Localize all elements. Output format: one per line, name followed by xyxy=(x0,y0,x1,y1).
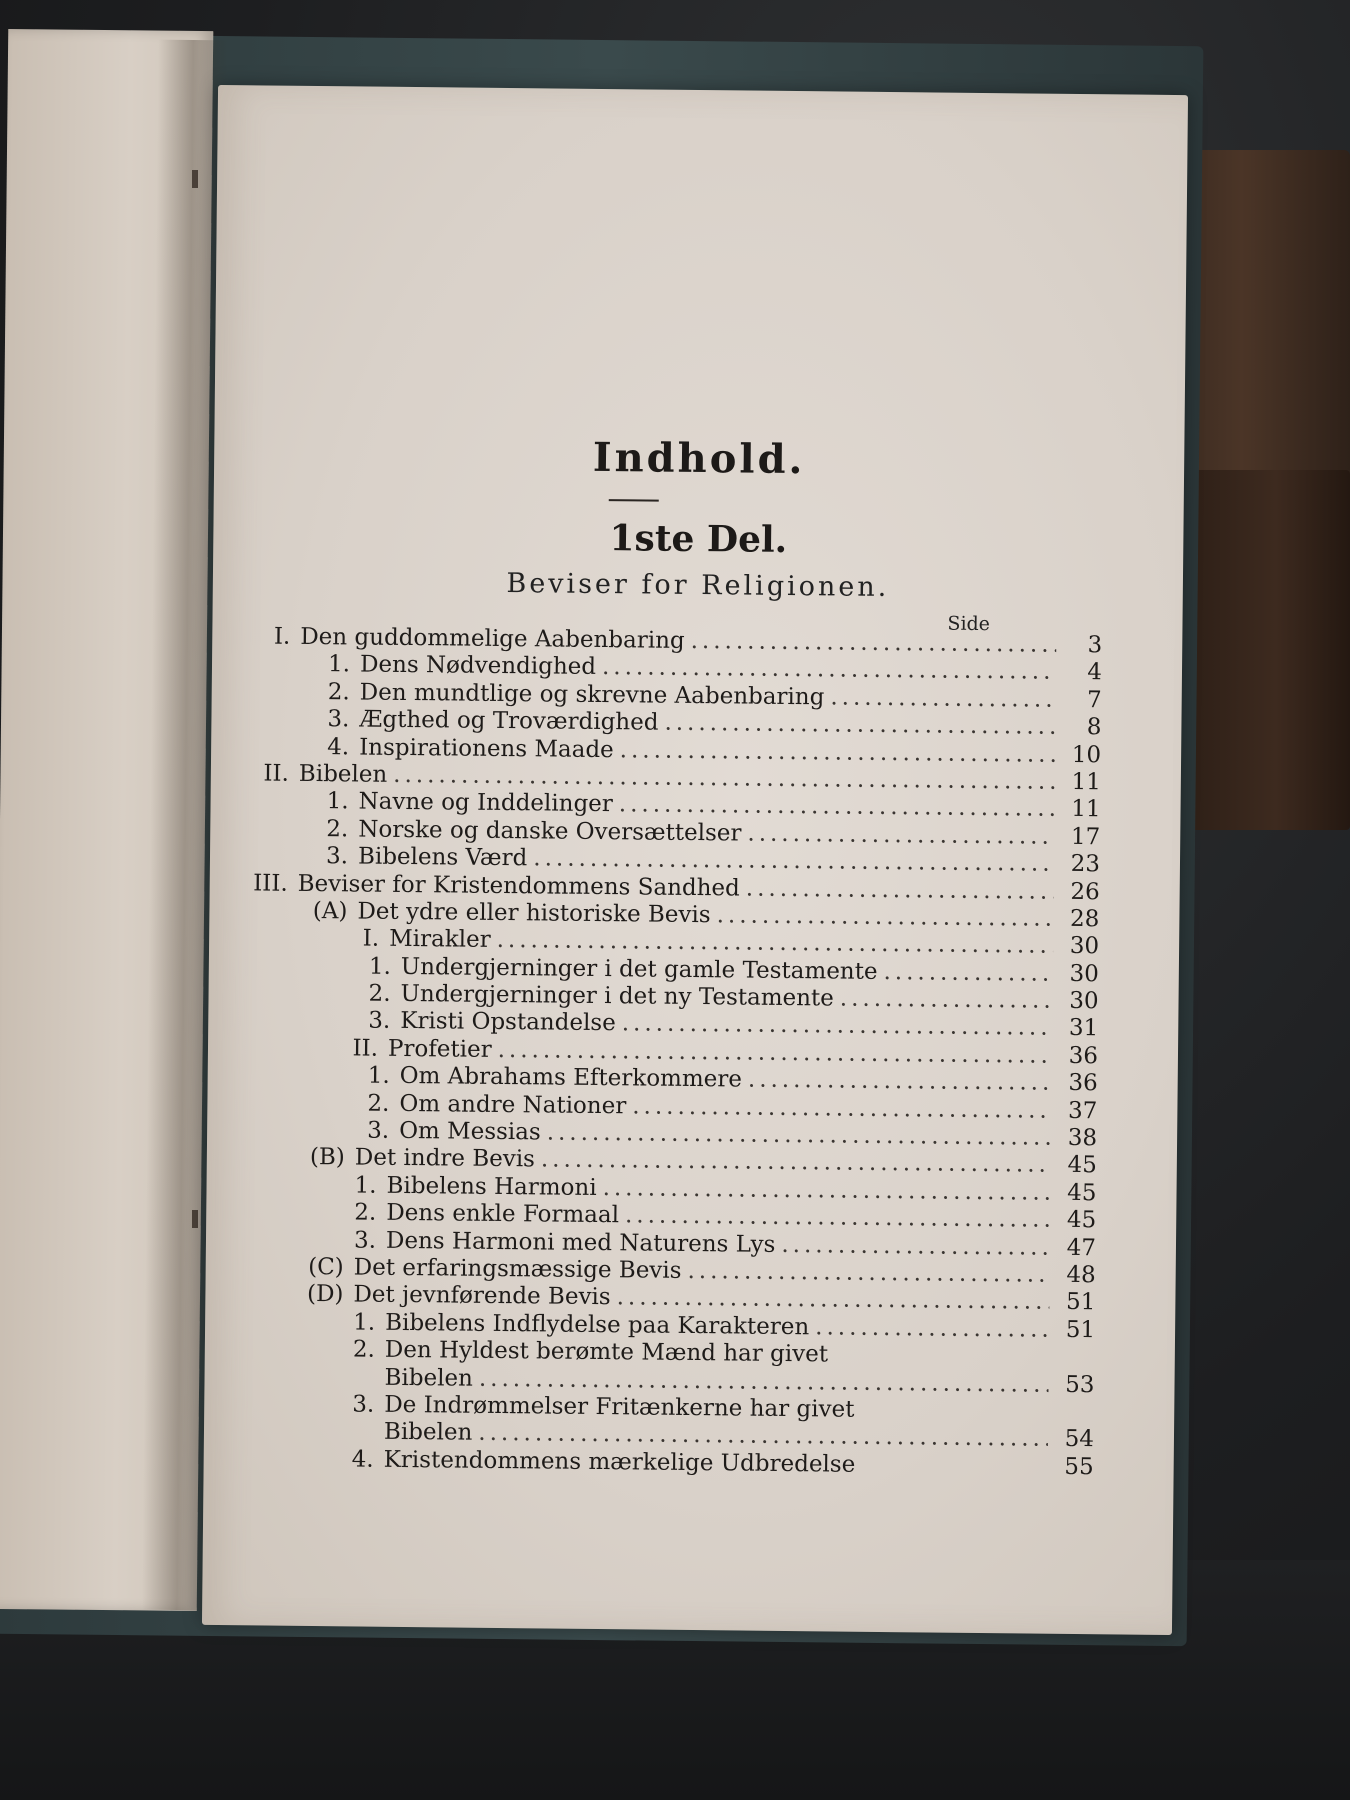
dot-leader xyxy=(717,902,1054,933)
toc-entry-page: 45 xyxy=(1067,1179,1097,1207)
title-rule xyxy=(609,499,659,502)
toc-entry-title: De Indrømmelser Fritænkerne har givet xyxy=(384,1391,855,1423)
toc-entry-title: Mirakler xyxy=(389,926,491,954)
toc-entry-title: Kristi Opstandelse xyxy=(400,1008,616,1037)
toc-entry-number: (C) xyxy=(308,1253,344,1281)
toc-entry-page: 51 xyxy=(1065,1289,1096,1316)
toc-entry-title: Dens Harmoni med Naturens Lys xyxy=(385,1227,776,1258)
toc-entry-number: 1. xyxy=(368,953,392,980)
toc-entry-title: Beviser for Kristendommens Sandhed xyxy=(297,870,740,901)
dot-leader xyxy=(746,875,1054,906)
toc-entry-page: 45 xyxy=(1066,1207,1097,1234)
toc-entry-page: 36 xyxy=(1068,1070,1098,1097)
toc-entry-title: Profetier xyxy=(387,1035,492,1063)
toc-entry-title: Kristendommens mærkelige Udbredelse xyxy=(383,1446,856,1478)
toc-entry-title: Det indre Bevis xyxy=(354,1144,536,1173)
toc-entry-number: II. xyxy=(263,760,290,787)
bleed-through-text xyxy=(774,221,1096,454)
toc-entry-page: 26 xyxy=(1070,878,1100,905)
toc-entry-number: 3. xyxy=(352,1391,375,1418)
toc-entry-page: 36 xyxy=(1068,1042,1099,1070)
contents-page xyxy=(202,85,1188,1635)
toc-entry-title: Norske og danske Oversættelser xyxy=(358,816,742,847)
toc-entry-page: 53 xyxy=(1065,1371,1095,1398)
toc-entry-title: Om Abrahams Efterkommere xyxy=(399,1063,743,1093)
toc-entry-number: 2. xyxy=(327,678,350,706)
toc-entry-title: Bibelens Indflydelse paa Karakteren xyxy=(385,1309,810,1340)
toc-entry-page: 31 xyxy=(1068,1015,1099,1042)
dot-leader xyxy=(664,710,1055,741)
dot-leader xyxy=(781,1232,1050,1262)
toc-entry-page: 30 xyxy=(1069,933,1100,960)
toc-entry-title: Bibelen xyxy=(384,1364,474,1392)
toc-entry-number: 3. xyxy=(368,1008,391,1035)
toc-entry-number: 3. xyxy=(353,1227,377,1254)
part-subtitle: Beviser for Religionen. xyxy=(506,568,890,604)
toc-entry-page: 48 xyxy=(1066,1261,1096,1289)
toc-entry-page: 7 xyxy=(1086,686,1102,714)
toc-entry-page: 23 xyxy=(1070,851,1101,878)
dot-leader xyxy=(830,684,1056,714)
toc-entry-title: Bibelens Værd xyxy=(357,843,528,872)
toc-entry-page: 55 xyxy=(1064,1453,1094,1480)
toc-entry-number: 1. xyxy=(326,788,349,815)
dot-leader xyxy=(691,628,1057,659)
toc-entry-number: (D) xyxy=(306,1281,344,1308)
toc-entry-page: 11 xyxy=(1071,796,1101,823)
toc-entry-page: 47 xyxy=(1066,1234,1097,1261)
toc-entry-page: 11 xyxy=(1071,768,1101,796)
toc-entry-number: 3. xyxy=(325,843,349,870)
dot-leader xyxy=(687,1258,1049,1289)
toc-entry-title: Den mundtlige og skrevne Aabenbaring xyxy=(359,679,825,711)
part-heading: 1ste Del. xyxy=(609,517,788,561)
toc-entry-page: 3 xyxy=(1087,632,1103,659)
toc-entry-title: Navne og Inddelinger xyxy=(358,788,613,818)
toc-entry-page: 54 xyxy=(1064,1426,1095,1453)
toc-entry-number: 1. xyxy=(327,651,351,678)
toc-entry-title: Bibelen xyxy=(383,1419,473,1447)
toc-entry-number: 3. xyxy=(367,1117,390,1144)
dot-leader xyxy=(747,820,1054,851)
toc-entry-page: 37 xyxy=(1067,1097,1098,1124)
toc-entry-title: Dens Nødvendighed xyxy=(359,651,597,681)
toc-entry-page: 30 xyxy=(1069,988,1099,1015)
toc-entry-number: 2. xyxy=(326,815,349,843)
toc-entry-title: Undergjerninger i det ny Testamente xyxy=(400,981,834,1012)
toc-entry-number: (B) xyxy=(309,1144,345,1171)
dot-leader xyxy=(883,959,1053,988)
toc-entry-number: 1. xyxy=(367,1062,390,1090)
dot-leader xyxy=(834,1362,1049,1364)
dot-leader xyxy=(840,986,1053,1016)
toc-entry-page: 17 xyxy=(1070,823,1101,850)
toc-entry-number: III. xyxy=(253,869,288,897)
toc-entry-number: II. xyxy=(352,1035,379,1062)
dot-leader xyxy=(860,1417,1048,1419)
toc-entry-number: 2. xyxy=(354,1199,377,1226)
toc-entry-title: Det jevnførende Bevis xyxy=(353,1281,611,1311)
toc-entry-title: Om andre Nationer xyxy=(399,1090,627,1119)
binding-stitch xyxy=(192,1210,198,1228)
toc-entry-title: Den guddommelige Aabenbaring xyxy=(300,623,685,654)
toc-entry-number: (A) xyxy=(312,897,348,925)
toc-entry-page: 4 xyxy=(1087,659,1103,686)
toc-entry-title: Om Messias xyxy=(399,1117,541,1146)
toc-entry-page: 8 xyxy=(1086,714,1102,741)
toc-entry-number: 3. xyxy=(327,706,350,733)
dot-leader xyxy=(632,1093,1051,1125)
toc-entry-number: 4. xyxy=(327,733,350,760)
toc-entry-page: 10 xyxy=(1071,741,1102,768)
toc-entry-title: Dens enkle Formaal xyxy=(386,1199,620,1229)
dot-leader xyxy=(815,1314,1049,1344)
toc-entry-number: I. xyxy=(362,925,380,952)
toc-entry-page: 38 xyxy=(1067,1124,1098,1152)
toc-entry-number: 4. xyxy=(351,1446,374,1473)
toc-entry-number: 2. xyxy=(367,1090,390,1117)
toc-entry-number: 1. xyxy=(354,1172,377,1199)
toc-entry-number: 2. xyxy=(368,980,391,1007)
toc-entry-title: Det erfaringsmæssige Bevis xyxy=(353,1254,682,1284)
toc-entry-number: I. xyxy=(273,623,291,650)
toc-entry-number: 2. xyxy=(352,1336,375,1363)
table-of-contents xyxy=(244,623,1103,1481)
toc-entry-title: Den Hyldest berømte Mænd har givet xyxy=(384,1336,829,1368)
page-column-label: Side xyxy=(947,612,991,636)
toc-entry-title: Inspirationens Maade xyxy=(359,734,614,763)
toc-entry-title: Det ydre eller historiske Bevis xyxy=(357,898,711,929)
toc-entry-title: Ægthed og Troværdighed xyxy=(359,706,659,736)
toc-entry-page: 45 xyxy=(1067,1152,1097,1179)
binding-stitch xyxy=(192,170,198,188)
page-title: Indhold. xyxy=(592,433,806,484)
toc-entry-page: 28 xyxy=(1069,905,1100,933)
toc-entry-page: 51 xyxy=(1065,1316,1096,1343)
toc-entry-title: Bibelen xyxy=(298,760,388,788)
toc-entry-title: Bibelens Harmoni xyxy=(386,1172,597,1201)
toc-entry-title: Undergjerninger i det gamle Testamente xyxy=(400,953,878,985)
toc-entry-page: 30 xyxy=(1069,960,1099,987)
toc-entry-number: 1. xyxy=(353,1309,376,1336)
dot-leader xyxy=(861,1471,1047,1473)
dot-leader xyxy=(748,1067,1052,1098)
